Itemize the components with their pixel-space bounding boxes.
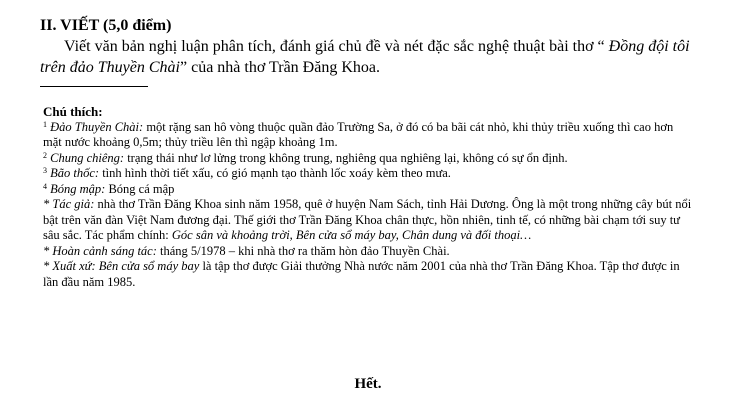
context-label: * Hoàn cảnh sáng tác: (43, 243, 157, 258)
note-text: một rặng san hô vòng thuộc quần đảo Trường Sa, ở đó có ba bãi cát nhỏ, khi thủy triều xuống thì cao hơn mặt nước khoảng 0,5m; thủy triều lên thì ngập khoảng 1m. (43, 119, 674, 149)
writing-task (40, 36, 704, 78)
source-text: là tập thơ được Giải thưởng Nhà nước năm 2001 của nhà thơ Trần Đăng Khoa. Tập thơ được in lần đầu năm 1985. (43, 259, 680, 289)
notes-title: Chú thích: (43, 104, 103, 119)
note-mark: 4 (43, 181, 47, 191)
note-mark: 3 (43, 166, 47, 175)
note-mark: 2 (43, 150, 47, 160)
note-item (43, 166, 695, 182)
poem-title: Đồng đội tôi trên đảo Thuyền Chài (40, 38, 690, 76)
note-term: Đảo Thuyền Chài: (50, 119, 144, 134)
source-label: * Xuất xứ: (43, 259, 96, 273)
note-author (43, 197, 695, 244)
divider-line (40, 86, 148, 87)
context-text: tháng 5/1978 – khi nhà thơ ra thăm hòn đảo Thuyền Chài. (156, 243, 450, 258)
task-text-before: Viết văn bản nghị luận phân tích, đánh giá chủ đề và nét đặc sắc nghệ thuật bài thơ “ (64, 38, 609, 55)
note-context (43, 244, 695, 260)
note-text: tình hình thời tiết xấu, có gió mạnh tạo thành lốc xoáy kèm theo mưa. (99, 166, 451, 180)
note-source (43, 259, 695, 290)
section-heading: II. VIẾT (5,0 điểm) (40, 17, 172, 34)
note-item (43, 182, 695, 198)
note-mark: 1 (43, 119, 47, 129)
note-term: Bão thốc: (50, 166, 100, 180)
note-text: Bóng cá mập (105, 181, 175, 196)
note-term: Bóng mập: (50, 181, 106, 196)
author-works: Góc sân và khoảng trời, Bên cửa sổ máy bay, Chân dung và đối thoại… (171, 228, 532, 242)
task-text-after: ” của nhà thơ Trần Đăng Khoa. (180, 59, 380, 76)
note-text: trạng thái như lơ lửng trong không trung, nghiêng qua nghiêng lại, không có sự ổn định. (124, 150, 568, 165)
notes-section (43, 104, 695, 290)
note-item (43, 120, 695, 151)
end-mark: Hết. (354, 376, 382, 392)
author-text: nhà thơ Trần Đăng Khoa sinh năm 1958, quê ở huyện Nam Sách, tỉnh Hải Dương. Ông là một trong những cây bút nổi bật trên văn đàn Việt Nam đương đại. Thế giới thơ Trần Đăng Khoa chân thực, hồn nhiên, tinh tế, có những bài chạm tới suy tư sâu sắc. Tác phẩm chính: (43, 197, 692, 242)
source-book: Bên cửa sổ máy bay (95, 259, 200, 273)
note-term: Chung chiêng: (50, 150, 125, 165)
author-label: * Tác giả: (43, 197, 95, 211)
note-item (43, 151, 695, 167)
